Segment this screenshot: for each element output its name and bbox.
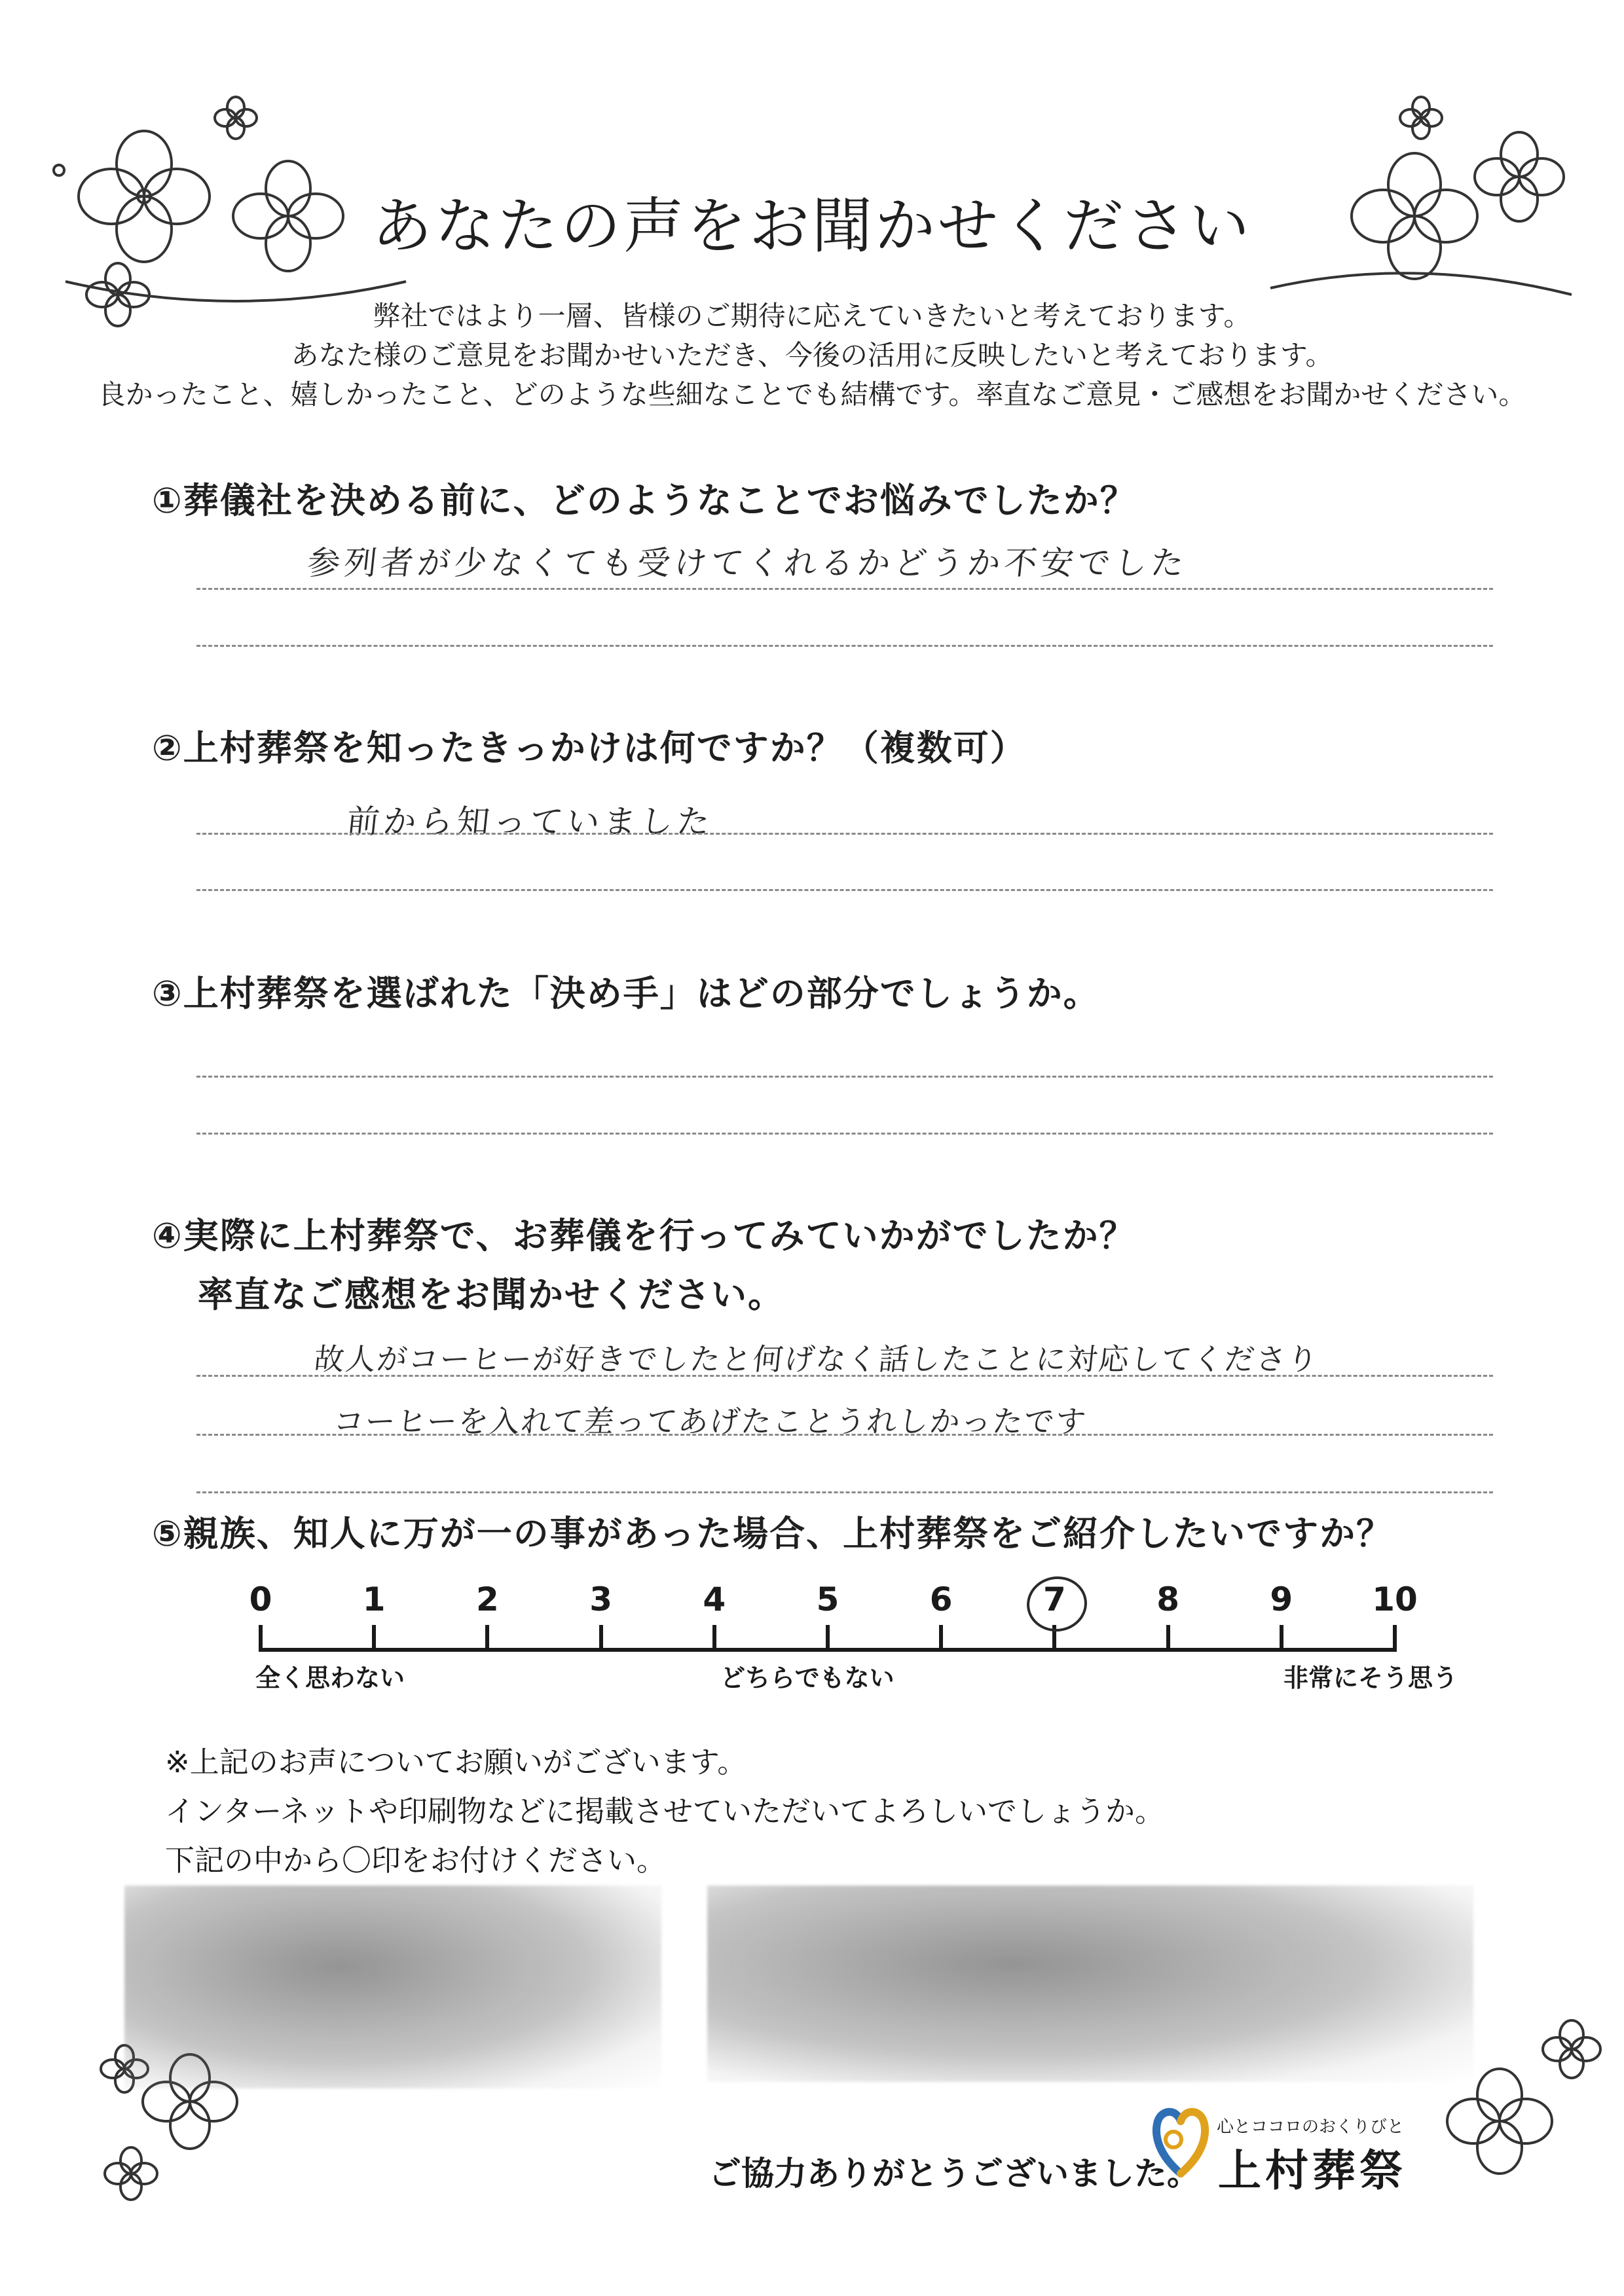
scale-tick (1280, 1625, 1283, 1649)
answer-line (196, 1375, 1493, 1377)
scale-right-label: 非常にそう思う (1283, 1664, 1458, 1692)
logo-tagline: 心とココロのおくりびと (1217, 2117, 1405, 2137)
scale-number-10: 10 (1372, 1580, 1418, 1618)
answer-line (196, 1434, 1493, 1436)
question-1-label: ①葬儀社を決める前に、どのようなことでお悩みでしたか？ (152, 480, 1137, 521)
scale-left-label: 全く思わない (255, 1664, 405, 1692)
question-1-answer: 参列者が少なくても受けてくれるかどうか不安でした (305, 544, 1190, 582)
answer-line (196, 1491, 1493, 1493)
question-2-answer: 前から知っていました (344, 803, 716, 841)
question-4-answer-1: 故人がコーヒーが好きでしたと何げなく話したことに対応してくださり (312, 1341, 1321, 1377)
answer-line (196, 645, 1493, 647)
answer-line (196, 833, 1493, 835)
scale-number-0: 0 (249, 1580, 272, 1618)
question-4-label: ④実際に上村葬祭で、お葬儀を行ってみていかがでしたか？ (152, 1215, 1136, 1256)
scale-number-2: 2 (475, 1580, 499, 1618)
question-5-label: ⑤親族、知人に万が一の事があった場合、上村葬祭をご紹介したいですか？ (152, 1513, 1393, 1554)
question-3-label: ③上村葬祭を選ばれた「決め手」はどの部分でしょうか。 (152, 973, 1100, 1014)
answer-line (196, 1133, 1493, 1135)
intro-line-1: 弊社ではより一層、皆様のご期待に応えていきたいと考えております。 (373, 300, 1251, 332)
page-title: あなたの声をお聞かせください (371, 191, 1252, 261)
scale-number-3: 3 (589, 1580, 612, 1618)
note-line-3: 下記の中から〇印をお付けください。 (165, 1843, 667, 1878)
question-4-answer-2: コーヒーを入れて差ってあげたことうれしかったです (331, 1404, 1089, 1439)
scale-tick (1166, 1625, 1170, 1649)
logo-icon (1151, 2102, 1210, 2180)
question-4-label-2: 率直なご感想をお聞かせください。 (198, 1274, 784, 1315)
intro-line-2: あなた様のご意見をお聞かせいただき、今後の活用に反映したいと考えております。 (291, 339, 1333, 371)
scale-tick (599, 1625, 603, 1649)
intro-line-3: 良かったこと、嬉しかったこと、どのような些細なことでも結構です。率直なご意見・ご感想をお聞かせください。 (98, 378, 1526, 410)
scale-tick (259, 1625, 263, 1649)
answer-line (196, 889, 1493, 891)
scale-tick (1393, 1625, 1397, 1649)
scale-tick (485, 1625, 489, 1649)
scale-number-8: 8 (1156, 1580, 1179, 1618)
scale-middle-label: どちらでもない (720, 1664, 895, 1692)
redacted-area-right (707, 1886, 1473, 2082)
scale-tick (712, 1625, 716, 1649)
scale-tick (939, 1625, 943, 1649)
answer-line (196, 1076, 1493, 1078)
scale-tick (826, 1625, 830, 1649)
scale-number-7: 7 (1043, 1580, 1066, 1618)
note-line-1: ※上記のお声についてお願いがございます。 (165, 1745, 747, 1779)
scale-number-9: 9 (1270, 1580, 1293, 1618)
thanks-message: ご協力ありがとうございました。 (709, 2155, 1200, 2193)
answer-line (196, 588, 1493, 590)
scale-number-5: 5 (816, 1580, 840, 1618)
note-line-2: インターネットや印刷物などに掲載させていただいてよろしいでしょうか。 (165, 1794, 1164, 1829)
redacted-area-left (124, 1886, 661, 2088)
scale-number-4: 4 (703, 1580, 726, 1618)
scale-number-6: 6 (929, 1580, 953, 1618)
logo-name: 上村葬祭 (1218, 2145, 1407, 2196)
scale-tick (372, 1625, 376, 1649)
scale-number-1: 1 (362, 1580, 386, 1618)
question-2-label: ②上村葬祭を知ったきっかけは何ですか？（複数可） (152, 727, 1027, 769)
